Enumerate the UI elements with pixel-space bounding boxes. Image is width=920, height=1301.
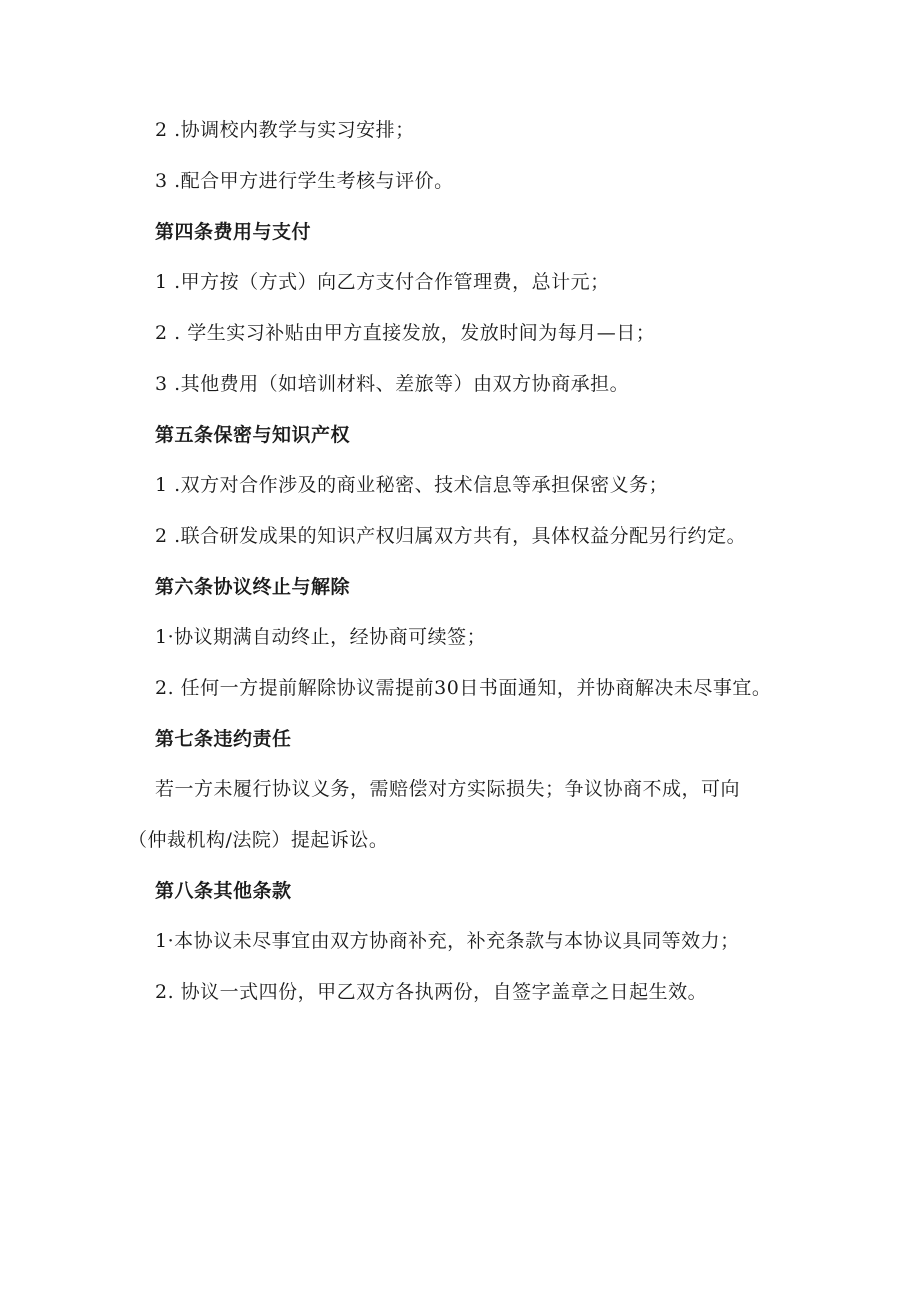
clause-3-item-2: 2 .协调校内教学与实习安排； [155, 119, 415, 141]
clause-4-item-1: 1 .甲方按（方式）向乙方支付合作管理费，总计元； [155, 271, 610, 293]
clause-3-item-3: 3 .配合甲方进行学生考核与评价。 [155, 170, 454, 192]
clause-4-item-3: 3 .其他费用（如培训材料、差旅等）由双方协商承担。 [155, 373, 630, 395]
clause-8-item-1: 1·本协议未尽事宜由双方协商补充，补充条款与本协议具同等效力； [155, 930, 740, 952]
section-heading-4: 第四条费用与支付 [155, 221, 312, 243]
clause-8-item-2: 2. 协议一式四份，甲乙双方各执两份，自签字盖章之日起生效。 [155, 981, 708, 1003]
section-heading-7: 第七条违约责任 [155, 728, 292, 750]
section-heading-8: 第八条其他条款 [155, 880, 292, 902]
clause-4-item-2: 2 . 学生实习补贴由甲方直接发放，发放时间为每月—日； [155, 322, 656, 344]
section-heading-6: 第六条协议终止与解除 [155, 576, 351, 598]
clause-5-item-2: 2 .联合研发成果的知识产权归属双方共有，具体权益分配另行约定。 [155, 525, 747, 547]
clause-7-paragraph-cont: （仲裁机构/法院）提起诉讼。 [128, 829, 389, 851]
clause-7-paragraph: 若一方未履行协议义务，需赔偿对方实际损失；争议协商不成，可向 [155, 778, 741, 800]
clause-6-item-1: 1·协议期满自动终止，经协商可续签； [155, 626, 487, 648]
section-heading-5: 第五条保密与知识产权 [155, 424, 351, 446]
clause-6-item-2: 2. 任何一方提前解除协议需提前30日书面通知，并协商解决未尽事宜。 [155, 677, 772, 699]
clause-5-item-1: 1 .双方对合作涉及的商业秘密、技术信息等承担保密义务； [155, 474, 669, 496]
